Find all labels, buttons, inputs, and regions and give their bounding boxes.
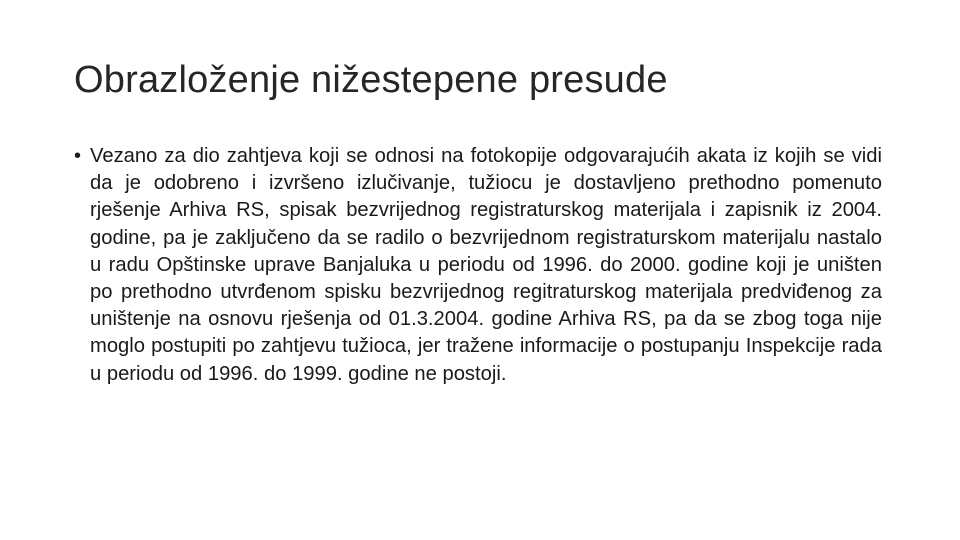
slide-title: Obrazloženje nižestepene presude: [74, 59, 668, 101]
bullet-item: [74, 143, 882, 388]
bullet-marker: •: [74, 145, 82, 167]
bullet-text: Vezano za dio zahtjeva koji se odnosi na fotokopije odgovarajućih akata iz kojih se vidi da je odobreno i izvršeno izlučivanje, tužiocu je dostavljeno prethodno pomenuto rješenje Arhiva RS, spisak bezvrijednog registraturskog materijala i zapisnik iz 2004. godine, pa je zaključeno da se radilo o bezvrijednom registraturskom materijalu nastalo u radu Opštinske uprave Banjaluka u periodu od 1996. do 2000. godine koji je uništen po prethodno utvrđenom spisku bezvrijednog regitraturskog materijala predviđenog za uništenje na osnovu rješenja od 01.3.2004. godine Arhiva RS, pa da se zbog toga nije moglo postupiti po zahtjevu tužioca, jer tražene informacije o postupanju Inspekcije rada u periodu od 1996. do 1999. godine ne postoji.: [90, 145, 882, 385]
bullet-list: [74, 143, 882, 388]
